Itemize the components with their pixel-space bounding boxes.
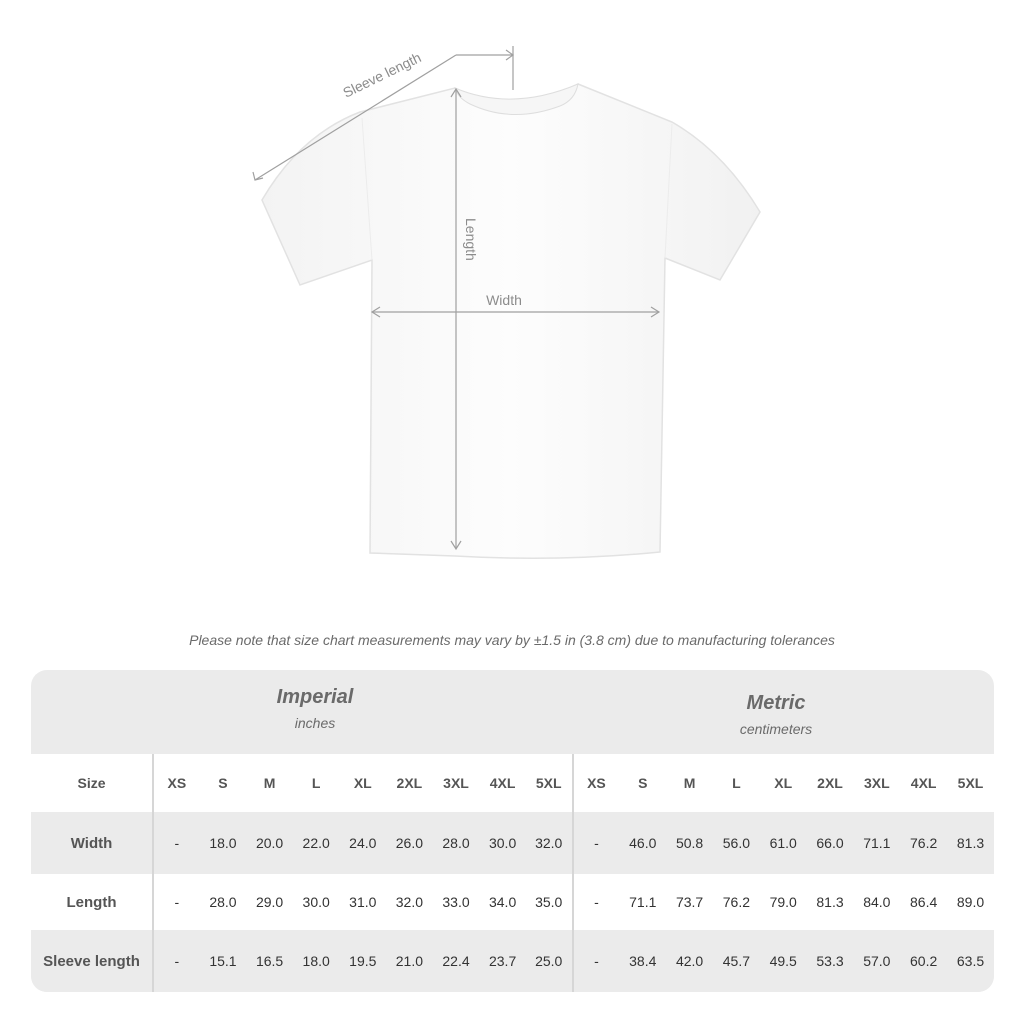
metric-value-cell: 76.2 [713, 874, 760, 930]
metric-value-cell: 46.0 [619, 812, 666, 874]
metric-value-cell: 81.3 [807, 874, 854, 930]
imperial-value-cell: - [153, 930, 200, 992]
imperial-value-cell: 34.0 [479, 874, 526, 930]
imperial-size-header: 3XL [433, 754, 480, 812]
tshirt-shape [262, 84, 760, 558]
size-chart [31, 670, 994, 992]
imperial-value-cell: 35.0 [526, 874, 573, 930]
metric-unit: centimeters [739, 721, 813, 737]
metric-value-cell: - [573, 812, 620, 874]
width-label: Width [486, 292, 522, 308]
row-label: Sleeve length [31, 930, 153, 992]
imperial-value-cell: 18.0 [200, 812, 247, 874]
row-label: Width [31, 812, 153, 874]
imperial-size-header: L [293, 754, 340, 812]
size-header-row [31, 754, 994, 812]
metric-value-cell: 73.7 [666, 874, 713, 930]
metric-value-cell: 60.2 [900, 930, 947, 992]
tolerance-note: Please note that size chart measurements may vary by ±1.5 in (3.8 cm) due to manufacturing tolerances [189, 632, 835, 648]
imperial-value-cell: 24.0 [339, 812, 386, 874]
metric-value-cell: 38.4 [619, 930, 666, 992]
imperial-value-cell: 29.0 [246, 874, 293, 930]
imperial-size-header: S [200, 754, 247, 812]
metric-size-header: XL [760, 754, 807, 812]
imperial-size-header: 4XL [479, 754, 526, 812]
imperial-value-cell: - [153, 812, 200, 874]
imperial-value-cell: 26.0 [386, 812, 433, 874]
imperial-value-cell: 15.1 [200, 930, 247, 992]
imperial-value-cell: 25.0 [526, 930, 573, 992]
metric-size-header: 3XL [853, 754, 900, 812]
metric-size-header: M [666, 754, 713, 812]
metric-size-header: 2XL [807, 754, 854, 812]
imperial-header [153, 686, 477, 731]
metric-value-cell: - [573, 930, 620, 992]
imperial-value-cell: 32.0 [526, 812, 573, 874]
size-header-label: Size [31, 754, 153, 812]
metric-value-cell: 53.3 [807, 930, 854, 992]
metric-value-cell: 61.0 [760, 812, 807, 874]
metric-value-cell: 71.1 [853, 812, 900, 874]
imperial-value-cell: 21.0 [386, 930, 433, 992]
metric-size-header: S [619, 754, 666, 812]
imperial-value-cell: 31.0 [339, 874, 386, 930]
table-row [31, 874, 994, 930]
imperial-size-header: 5XL [526, 754, 573, 812]
imperial-value-cell: 30.0 [293, 874, 340, 930]
imperial-size-header: 2XL [386, 754, 433, 812]
table-row [31, 812, 994, 874]
metric-value-cell: 84.0 [853, 874, 900, 930]
metric-value-cell: 86.4 [900, 874, 947, 930]
imperial-value-cell: 18.0 [293, 930, 340, 992]
imperial-value-cell: 28.0 [433, 812, 480, 874]
imperial-value-cell: - [153, 874, 200, 930]
imperial-size-header: XL [339, 754, 386, 812]
metric-value-cell: 66.0 [807, 812, 854, 874]
imperial-size-header: XS [153, 754, 200, 812]
imperial-value-cell: 30.0 [479, 812, 526, 874]
imperial-value-cell: 22.0 [293, 812, 340, 874]
size-table [31, 754, 994, 992]
metric-value-cell: 42.0 [666, 930, 713, 992]
imperial-value-cell: 28.0 [200, 874, 247, 930]
imperial-title: Imperial [276, 686, 354, 708]
imperial-value-cell: 23.7 [479, 930, 526, 992]
metric-value-cell: 56.0 [713, 812, 760, 874]
length-label: Length [463, 218, 479, 261]
row-label: Length [31, 874, 153, 930]
metric-value-cell: - [573, 874, 620, 930]
imperial-size-header: M [246, 754, 293, 812]
metric-value-cell: 76.2 [900, 812, 947, 874]
imperial-value-cell: 20.0 [246, 812, 293, 874]
metric-value-cell: 57.0 [853, 930, 900, 992]
imperial-value-cell: 22.4 [433, 930, 480, 992]
metric-size-header: 5XL [947, 754, 994, 812]
metric-title: Metric [746, 692, 806, 714]
metric-value-cell: 49.5 [760, 930, 807, 992]
metric-value-cell: 63.5 [947, 930, 994, 992]
imperial-value-cell: 16.5 [246, 930, 293, 992]
metric-value-cell: 81.3 [947, 812, 994, 874]
imperial-unit: inches [294, 715, 336, 731]
metric-size-header: XS [573, 754, 620, 812]
imperial-value-cell: 33.0 [433, 874, 480, 930]
metric-value-cell: 50.8 [666, 812, 713, 874]
metric-size-header: L [713, 754, 760, 812]
metric-value-cell: 79.0 [760, 874, 807, 930]
imperial-value-cell: 19.5 [339, 930, 386, 992]
sleeve-length-label: Sleeve length [340, 49, 424, 101]
metric-header [573, 692, 979, 737]
metric-value-cell: 89.0 [947, 874, 994, 930]
metric-size-header: 4XL [900, 754, 947, 812]
metric-value-cell: 71.1 [619, 874, 666, 930]
table-row [31, 930, 994, 992]
metric-value-cell: 45.7 [713, 930, 760, 992]
imperial-value-cell: 32.0 [386, 874, 433, 930]
